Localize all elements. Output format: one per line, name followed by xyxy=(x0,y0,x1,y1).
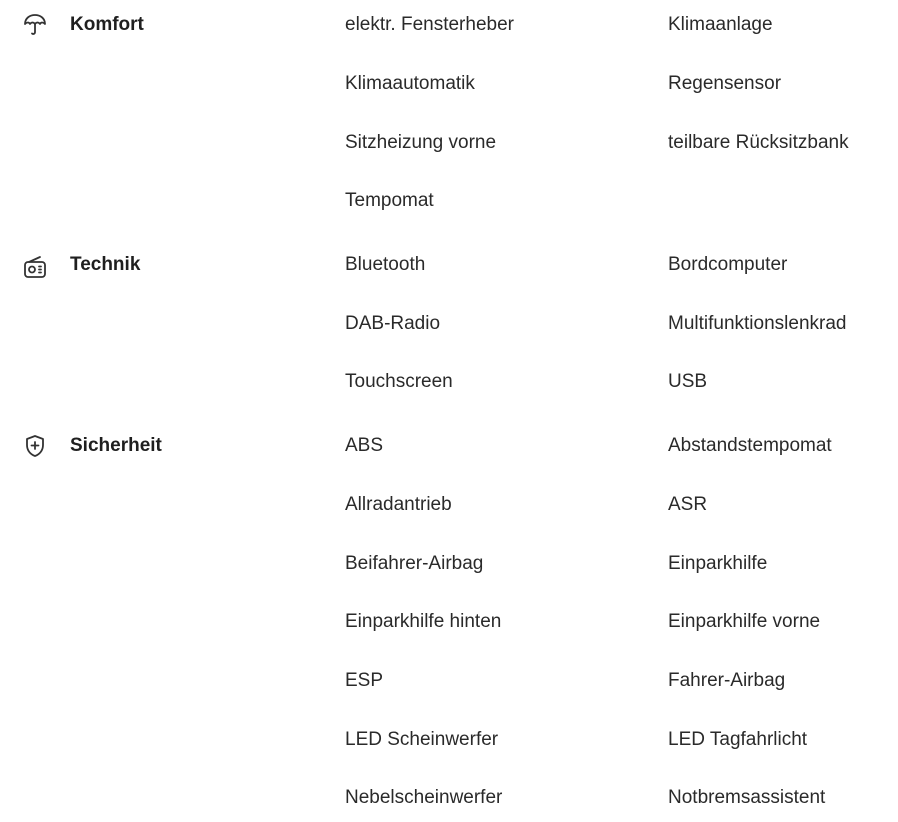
feature-item: ASR xyxy=(668,494,708,515)
section-title: Komfort xyxy=(70,14,144,35)
feature-item: Tempomat xyxy=(345,190,434,211)
feature-item: Fahrer-Airbag xyxy=(668,670,786,691)
feature-item: ESP xyxy=(345,670,384,691)
section-title: Technik xyxy=(70,254,141,275)
feature-item: Notbremsassistent xyxy=(668,787,826,808)
section-title: Sicherheit xyxy=(70,435,162,456)
feature-item: Allradantrieb xyxy=(345,494,452,515)
feature-item: Einparkhilfe hinten xyxy=(345,611,502,632)
feature-item: LED Scheinwerfer xyxy=(345,729,499,750)
feature-item: Bordcomputer xyxy=(668,254,788,275)
feature-item: Einparkhilfe xyxy=(668,553,768,574)
feature-item: Abstandstempomat xyxy=(668,435,832,456)
feature-item: Beifahrer-Airbag xyxy=(345,553,484,574)
feature-item: LED Tagfahrlicht xyxy=(668,729,808,750)
feature-item: Regensensor xyxy=(668,73,782,94)
feature-item: Nebelscheinwerfer xyxy=(345,787,503,808)
umbrella-icon xyxy=(22,12,48,38)
feature-item: Sitzheizung vorne xyxy=(345,132,497,153)
radio-icon xyxy=(22,254,48,280)
feature-item: Einparkhilfe vorne xyxy=(668,611,821,632)
feature-item: Bluetooth xyxy=(345,254,426,275)
feature-item: Klimaanlage xyxy=(668,14,773,35)
feature-item: Touchscreen xyxy=(345,371,453,392)
feature-item: DAB-Radio xyxy=(345,313,441,334)
shield-plus-icon xyxy=(22,433,48,459)
feature-item: elektr. Fensterheber xyxy=(345,14,514,35)
feature-item: teilbare Rücksitzbank xyxy=(668,132,849,153)
feature-item: Klimaautomatik xyxy=(345,73,475,94)
feature-item: USB xyxy=(668,371,708,392)
feature-item: Multifunktionslenkrad xyxy=(668,313,847,334)
feature-item: ABS xyxy=(345,435,384,456)
